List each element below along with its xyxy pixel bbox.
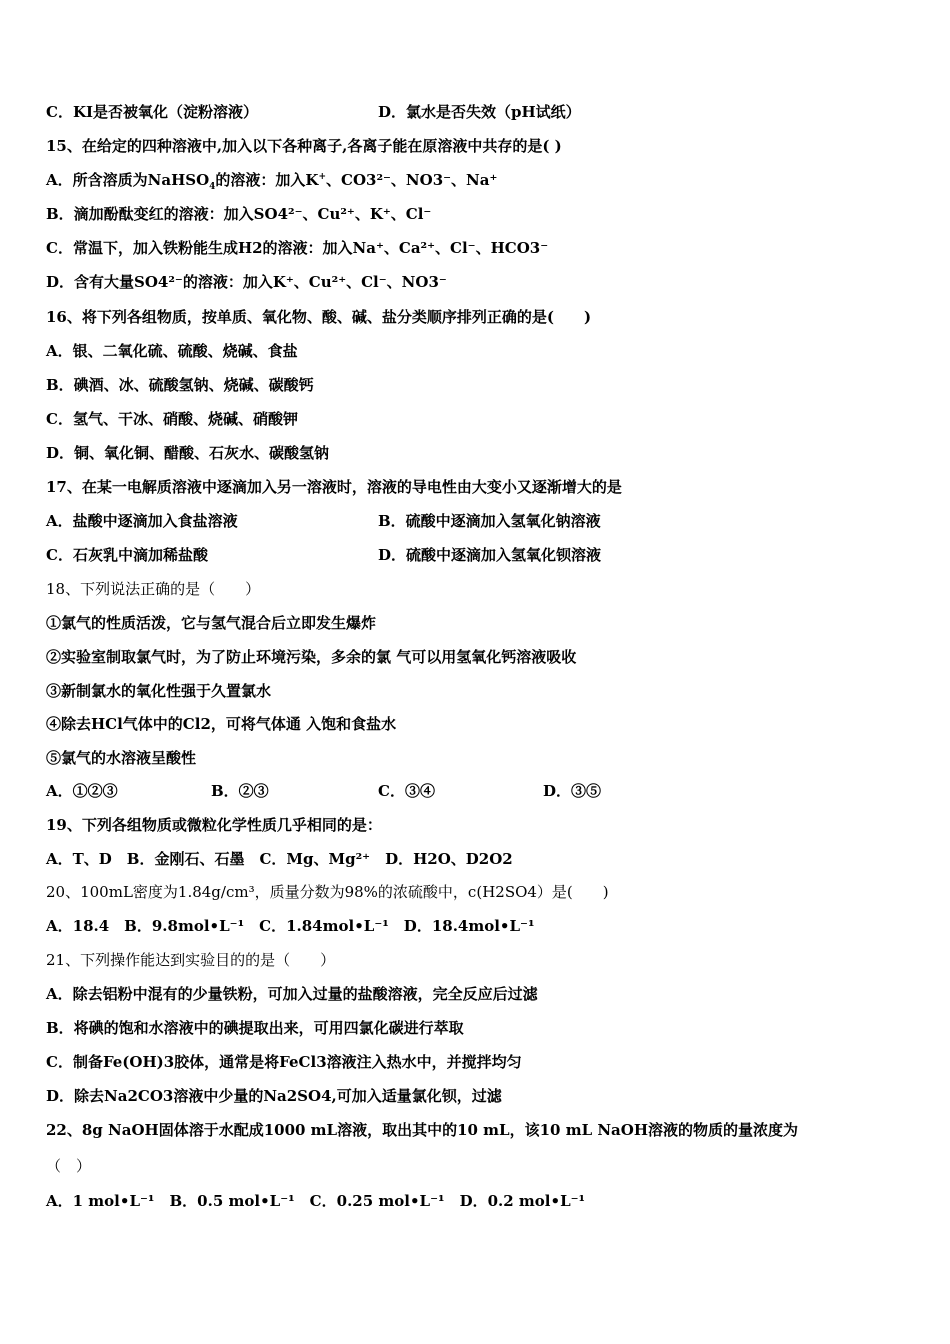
- q15-a-pre: A．所含溶质为NaHSO: [46, 171, 210, 189]
- q21-option-a: A．除去铝粉中混有的少量铁粉，可加入过量的盐酸溶液，完全反应后过滤: [46, 985, 538, 1003]
- q14-option-d: D．氯水是否失效（pH试纸）: [378, 103, 581, 121]
- q22-stem: 22、8g NaOH固体溶于水配成1000 mL溶液，取出其中的10 mL，该10 mL NaOH溶液的物质的量浓度为: [46, 1121, 799, 1139]
- q15-option-a: [46, 170, 497, 190]
- q17-option-c: C．石灰乳中滴加稀盐酸: [46, 546, 208, 564]
- q18-option-c: C．③④: [378, 782, 435, 800]
- q14-option-c: C．KI是否被氧化（淀粉溶液）: [46, 103, 258, 121]
- q18-statement-3: ③新制氯水的氧化性强于久置氯水: [46, 682, 272, 700]
- q17-option-a: A．盐酸中逐滴加入食盐溶液: [46, 512, 238, 530]
- q15-option-b: B．滴加酚酞变红的溶液：加入SO4²⁻、Cu²⁺、K⁺、Cl⁻: [46, 205, 432, 223]
- q15-option-c: C．常温下，加入铁粉能生成H2的溶液：加入Na⁺、Ca²⁺、Cl⁻、HCO3⁻: [46, 239, 549, 257]
- q22-paren: （ ）: [46, 1157, 92, 1175]
- q16-option-a: A．银、二氧化硫、硫酸、烧碱、食盐: [46, 342, 298, 360]
- q18-statement-5: ⑤氯气的水溶液呈酸性: [46, 749, 197, 767]
- q16-option-c: C．氢气、干冰、硝酸、烧碱、硝酸钾: [46, 410, 298, 428]
- q18-option-b: B．②③: [211, 782, 269, 800]
- q22-options: A．1 mol•L⁻¹ B．0.5 mol•L⁻¹ C．0.25 mol•L⁻¹ D．0.2 mol•L⁻¹: [46, 1192, 586, 1210]
- q15-a-mid: 的溶液：加入K: [215, 171, 319, 189]
- q15-option-d: D．含有大量SO4²⁻的溶液：加入K⁺、Cu²⁺、Cl⁻、NO3⁻: [46, 273, 447, 291]
- q21-stem: 21、下列操作能达到实验目的的是（ ）: [46, 951, 336, 969]
- q16-stem: 16、将下列各组物质，按单质、氧化物、酸、碱、盐分类顺序排列正确的是( ): [46, 308, 592, 326]
- q17-option-b: B．硫酸中逐滴加入氢氧化钠溶液: [378, 512, 601, 530]
- q21-option-d: D．除去Na2CO3溶液中少量的Na2SO4,可加入适量氯化钡，过滤: [46, 1087, 502, 1105]
- q21-option-b: B．将碘的饱和水溶液中的碘提取出来，可用四氯化碳进行萃取: [46, 1019, 464, 1037]
- q18-stem: 18、下列说法正确的是（ ）: [46, 580, 261, 598]
- q20-options: A．18.4 B．9.8mol•L⁻¹ C．1.84mol•L⁻¹ D．18.4mol•L⁻¹: [46, 917, 535, 935]
- q15-a-ions: 、CO3²⁻、NO3⁻、Na⁺: [326, 171, 498, 189]
- q21-option-c: C．制备Fe(OH)3胶体，通常是将FeCl3溶液注入热水中，并搅拌均匀: [46, 1053, 522, 1071]
- q18-option-d: D．③⑤: [543, 782, 602, 800]
- q20-stem: 20、100mL密度为1.84g/cm³，质量分数为98%的浓硫酸中，c(H2SO4）是( ): [46, 883, 609, 901]
- q18-statement-2: ②实验室制取氯气时，为了防止环境污染，多余的氯 气可以用氢氧化钙溶液吸收: [46, 648, 577, 666]
- q15-a-sup: +: [318, 172, 326, 182]
- q18-option-a: A．①②③: [46, 782, 118, 800]
- q19-stem: 19、下列各组物质或微粒化学性质几乎相同的是：: [46, 816, 382, 834]
- q17-option-d: D．硫酸中逐滴加入氢氧化钡溶液: [378, 546, 602, 564]
- q15-a-sub: 4: [209, 182, 216, 192]
- q15-stem: 15、在给定的四种溶液中,加入以下各种离子,各离子能在原溶液中共存的是( ): [46, 137, 562, 155]
- q16-option-d: D．铜、氧化铜、醋酸、石灰水、碳酸氢钠: [46, 444, 330, 462]
- q18-statement-1: ①氯气的性质活泼，它与氢气混合后立即发生爆炸: [46, 614, 377, 632]
- q16-option-b: B．碘酒、冰、硫酸氢钠、烧碱、碳酸钙: [46, 376, 314, 394]
- q18-statement-4: ④除去HCl气体中的Cl2，可将气体通 入饱和食盐水: [46, 715, 397, 733]
- q19-options: A．T、D B．金刚石、石墨 C．Mg、Mg²⁺ D．H2O、D2O2: [46, 850, 513, 868]
- q17-stem: 17、在某一电解质溶液中逐滴加入另一溶液时，溶液的导电性由大变小又逐渐增大的是: [46, 478, 622, 496]
